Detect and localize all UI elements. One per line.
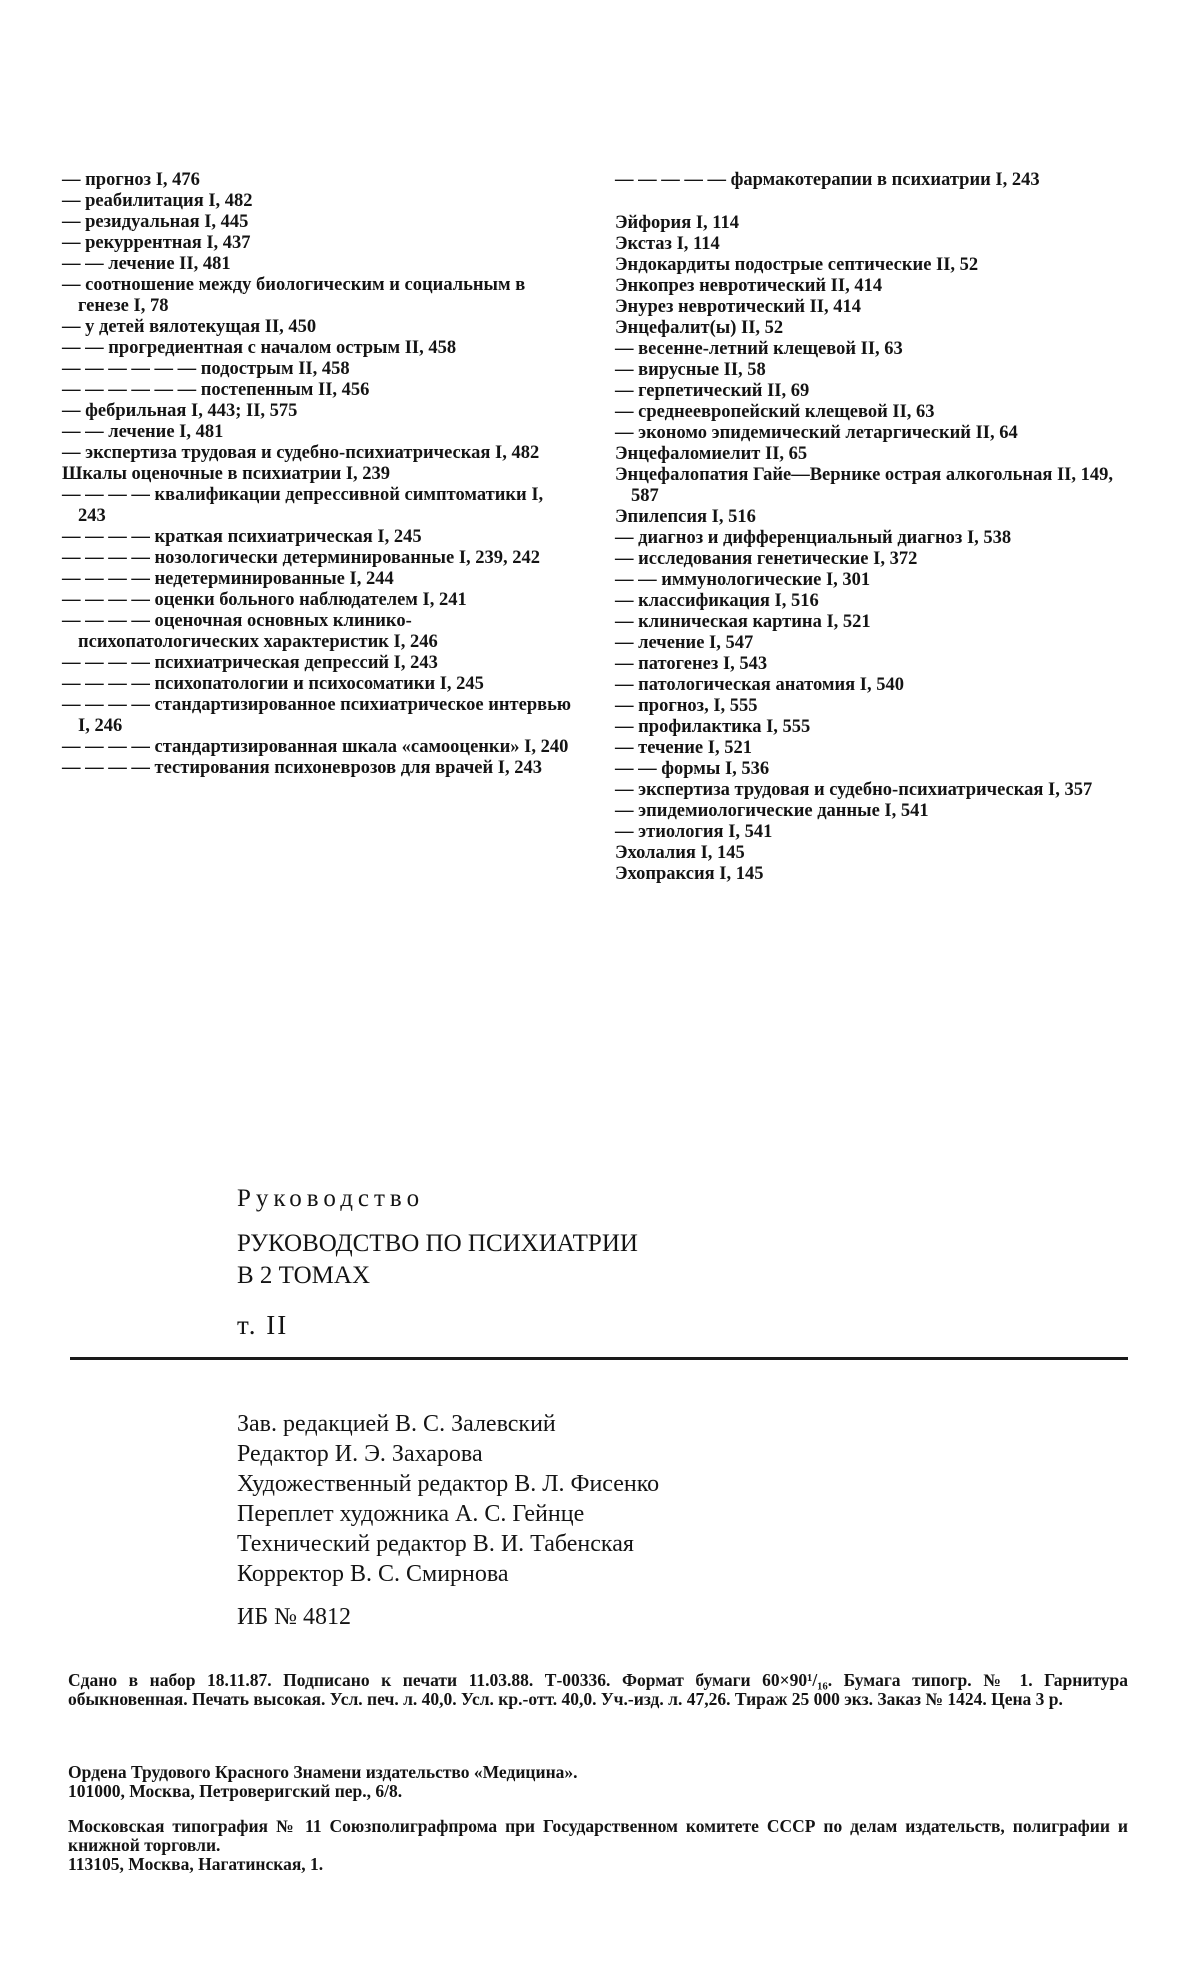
- index-entry: Эндокардиты подострые септические II, 52: [615, 255, 979, 275]
- index-entry: — лечение I, 547: [615, 633, 754, 653]
- index-entry: — вирусные II, 58: [615, 360, 766, 380]
- index-entry: Шкалы оценочные в психиатрии I, 239: [62, 464, 391, 484]
- index-entry: Энцефалопатия Гайе—Вернике острая алкогольная II, 149, 587: [615, 465, 1113, 506]
- index-entry: — клиническая картина I, 521: [615, 612, 871, 632]
- index-entry: Энкопрез невротический II, 414: [615, 276, 883, 296]
- credit-line: Редактор И. Э. Захарова: [237, 1441, 483, 1467]
- index-entry: — — — — — — подострым II, 458: [62, 359, 350, 379]
- index-entry: — — — — психиатрическая депрессий I, 243: [62, 653, 438, 673]
- index-entry: Энцефаломиелит II, 65: [615, 444, 808, 464]
- index-entry: — — — — стандартизированное психиатрическое интервью I, 246: [62, 695, 572, 736]
- imprint-printer: [68, 1817, 1128, 1874]
- index-entry: — экспертиза трудовая и судебно-психиатрическая I, 357: [615, 780, 1093, 800]
- index-entry: — экономо эпидемический летаргический II, 64: [615, 423, 1018, 443]
- index-entry: — эпидемиологические данные I, 541: [615, 801, 929, 821]
- index-entry: Энцефалит(ы) II, 52: [615, 318, 784, 338]
- index-entry: — — — — психопатологии и психосоматики I, 245: [62, 674, 484, 694]
- index-entry: Эхопраксия I, 145: [615, 864, 764, 884]
- index-entry: — — формы I, 536: [615, 759, 770, 779]
- index-entry: — прогноз, I, 555: [615, 696, 758, 716]
- index-entry: — этиология I, 541: [615, 822, 773, 842]
- series-title: Руководство: [237, 1185, 425, 1212]
- index-entry: — классификация I, 516: [615, 591, 819, 611]
- index-entry: — — — — недетерминированные I, 244: [62, 569, 394, 589]
- index-entry: Энурез невротический II, 414: [615, 297, 862, 317]
- index-entry: Эхолалия I, 145: [615, 843, 745, 863]
- book-title-line: В 2 ТОМАХ: [237, 1262, 371, 1289]
- ib-number: ИБ № 4812: [237, 1604, 352, 1630]
- credit-line: Корректор В. С. Смирнова: [237, 1561, 509, 1587]
- index-entry: — у детей вялотекущая II, 450: [62, 317, 317, 337]
- credits-block: [237, 1409, 1137, 1589]
- index-entry: — — — — — фармакотерапии в психиатрии I, 243: [615, 170, 1040, 190]
- index-entry: — патологическая анатомия I, 540: [615, 675, 904, 695]
- index-entry: — — — — квалификации депрессивной симптоматики I, 243: [62, 485, 544, 526]
- index-entry: — весенне-летний клещевой II, 63: [615, 339, 903, 359]
- index-entry: — — — — тестирования психоневрозов для врачей I, 243: [62, 758, 542, 778]
- divider-rule: [70, 1357, 1128, 1360]
- imprint-publisher: [68, 1763, 1128, 1801]
- imprint-text: 113105, Москва, Нагатинская, 1.: [68, 1854, 324, 1874]
- imprint-text: 101000, Москва, Петроверигский пер., 6/8.: [68, 1781, 403, 1801]
- credit-line: Художественный редактор В. Л. Фисенко: [237, 1471, 660, 1497]
- credit-line: Зав. редакцией В. С. Залевский: [237, 1411, 556, 1437]
- index-entry: — исследования генетические I, 372: [615, 549, 918, 569]
- index-column-left: [62, 170, 575, 885]
- index-entry: Эпилепсия I, 516: [615, 507, 756, 527]
- index-entry: — — лечение II, 481: [62, 254, 231, 274]
- index-entry: — реабилитация I, 482: [62, 191, 253, 211]
- credit-line: Технический редактор В. И. Табенская: [237, 1531, 634, 1557]
- index-entry: — — иммунологические I, 301: [615, 570, 871, 590]
- index-entry: — — — — оценки больного наблюдателем I, 241: [62, 590, 467, 610]
- imprint-print-data: [68, 1671, 1128, 1709]
- index-entry: Эйфория I, 114: [615, 213, 740, 233]
- index-entry: — течение I, 521: [615, 738, 752, 758]
- index-entry: — — — — оценочная основных клинико-психопатологических характеристик I, 246: [62, 611, 438, 652]
- imprint-text: Сдано в набор 18.11.87. Подписано к печати 11.03.88. Т-00336. Формат бумаги 60×90¹/₁₆. Бумага типогр. № 1. Гарнитура обыкновенная. Печать высокая. Усл. печ. л. 40,0. Усл. кр.-отт. 40,0. Уч.-изд. л. 47,26. Тираж 25 000 экз. Заказ № 1424. Цена 3 р.: [68, 1670, 1128, 1709]
- imprint-text: Московская типография № 11 Союзполиграфпрома при Государственном комитете СССР по делам издательств, полиграфии и книжной торговли.: [68, 1816, 1128, 1855]
- book-title-line: РУКОВОДСТВО ПО ПСИХИАТРИИ: [237, 1230, 638, 1257]
- credit-line: Переплет художника А. С. Гейнце: [237, 1501, 585, 1527]
- index-entry: — — — — стандартизированная шкала «самооценки» I, 240: [62, 737, 569, 757]
- index-entry: — — — — краткая психиатрическая I, 245: [62, 527, 422, 547]
- index-entry: — — прогредиентная с началом острым II, 458: [62, 338, 457, 358]
- index-entry: — — лечение I, 481: [62, 422, 224, 442]
- index-column-right: [615, 170, 1128, 885]
- book-title: [237, 1228, 1137, 1292]
- index-entry: — соотношение между биологическим и социальным в генезе I, 78: [62, 275, 526, 316]
- subject-index: [62, 170, 1128, 885]
- index-entry: — резидуальная I, 445: [62, 212, 249, 232]
- index-entry: — профилактика I, 555: [615, 717, 811, 737]
- index-entry: — прогноз I, 476: [62, 170, 200, 190]
- index-entry: — рекуррентная I, 437: [62, 233, 251, 253]
- index-entry: — экспертиза трудовая и судебно-психиатрическая I, 482: [62, 443, 540, 463]
- index-entry: — диагноз и дифференциальный диагноз I, 538: [615, 528, 1012, 548]
- volume-number: т. II: [237, 1310, 289, 1340]
- index-entry: — патогенез I, 543: [615, 654, 768, 674]
- index-entry: — фебрильная I, 443; II, 575: [62, 401, 298, 421]
- index-entry: — — — — нозологически детерминированные I, 239, 242: [62, 548, 541, 568]
- index-entry: — — — — — — постепенным II, 456: [62, 380, 370, 400]
- index-entry: — герпетический II, 69: [615, 381, 810, 401]
- index-entry: — среднеевропейский клещевой II, 63: [615, 402, 935, 422]
- index-entry: Экстаз I, 114: [615, 234, 720, 254]
- imprint-text: Ордена Трудового Красного Знамени издательство «Медицина».: [68, 1762, 578, 1782]
